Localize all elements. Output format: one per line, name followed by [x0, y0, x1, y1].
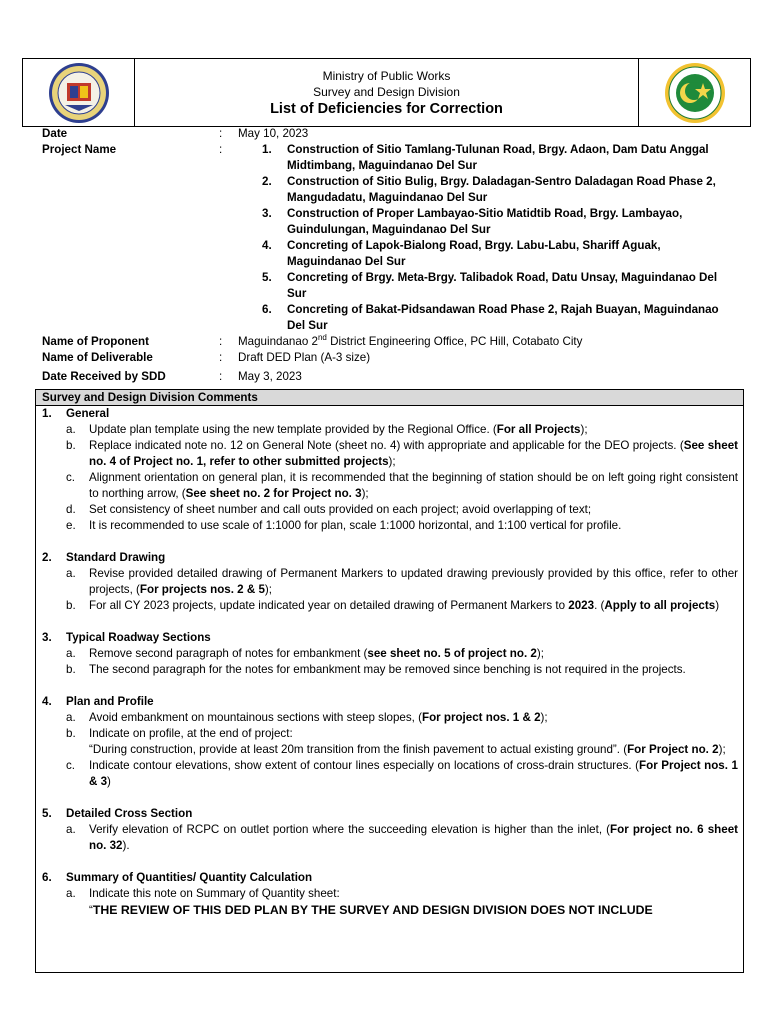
section-heading: 2. Standard Drawing: [42, 551, 166, 564]
deliverable-label: Name of Deliverable: [42, 351, 153, 364]
comment-item: a. Verify elevation of RCPC on outlet portion where the succeeding elevation is higher than the inlet, (For project no. 6 sheet no. 32).: [66, 823, 738, 852]
comments-title: Survey and Design Division Comments: [36, 390, 743, 406]
proponent-label: Name of Proponent: [42, 335, 149, 348]
document-title: List of Deficiencies for Correction: [270, 101, 503, 117]
section-heading: 6. Summary of Quantities/ Quantity Calculation: [42, 871, 313, 884]
section-items: [42, 710, 743, 790]
section-heading: 5. Detailed Cross Section: [42, 807, 193, 820]
region-seal-icon: [663, 61, 727, 125]
comment-item: a. Revise provided detailed drawing of Permanent Markers to updated drawing previously provided by this office, refer to other projects, (For projects nos. 2 & 5);: [66, 567, 738, 596]
section-items: [42, 422, 743, 534]
section-plan-profile: [42, 694, 743, 806]
comments-box: [35, 389, 744, 973]
received-row: [42, 369, 742, 385]
section-heading: 1. General: [42, 407, 110, 420]
comment-item: a. Indicate this note on Summary of Quantity sheet: “THE REVIEW OF THIS DED PLAN BY THE SURVEY AND DESIGN DIVISION DOES NOT INCLUDE: [66, 887, 653, 917]
section-summary-quantities: [42, 870, 743, 919]
project-item: 6. Concreting of Bakat-Pidsandawan Road Phase 2, Rajah Buayan, Maguindanao Del Sur: [262, 303, 719, 332]
received-label: Date Received by SDD: [42, 370, 166, 383]
comment-item: b. Indicate on profile, at the end of project: “During construction, provide at least 20m transition from the finish pavement to actual existing ground”. (For Project no. 2);: [66, 727, 726, 756]
right-logo-cell: [638, 59, 750, 126]
comment-item: a. Avoid embankment on mountainous sections with steep slopes, (For project nos. 1 & 2);: [66, 711, 548, 724]
division-name: Survey and Design Division: [313, 85, 460, 99]
section-typical-roadway: [42, 630, 743, 694]
project-list: [262, 142, 742, 334]
project-item: 5. Concreting of Brgy. Meta-Brgy. Talibadok Road, Datu Unsay, Maguindanao Del Sur: [262, 271, 718, 300]
section-heading: 3. Typical Roadway Sections: [42, 631, 211, 644]
section-standard-drawing: [42, 550, 743, 630]
proponent-row: [42, 334, 742, 350]
project-item: 1. Construction of Sitio Tamlang-Tulunan Road, Brgy. Adaon, Dam Datu Anggal Midtimbang, Maguindanao Del Sur: [262, 143, 709, 172]
deliverable-value: Draft DED Plan (A-3 size): [238, 351, 371, 364]
comment-item: a. Remove second paragraph of notes for embankment (see sheet no. 5 of project no. 2);: [66, 647, 544, 660]
section-items: [42, 566, 743, 614]
comment-item: e. It is recommended to use scale of 1:1000 for plan, scale 1:1000 horizontal, and 1:100 vertical for profile.: [66, 519, 622, 532]
comment-item: c. Indicate contour elevations, show extent of contour lines especially on locations of cross-drain structures. (For Project nos. 1 & 3): [66, 759, 738, 788]
colon: :: [219, 127, 223, 140]
info-block: [42, 126, 742, 385]
section-items: [42, 646, 743, 678]
proponent-value: Maguindanao 2nd District Engineering Office, PC Hill, Cotabato City: [238, 333, 583, 348]
date-row: [42, 126, 742, 142]
section-general: [42, 406, 743, 550]
left-logo-cell: [23, 59, 135, 126]
project-label: Project Name: [42, 143, 117, 156]
comment-item: c. Alignment orientation on general plan, it is recommended that the beginning of station should be on left going right consistent to northing arrow, (See sheet no. 2 for Project no. 3);: [66, 471, 738, 500]
deliverable-row: [42, 350, 742, 366]
ministry-name: Ministry of Public Works: [322, 69, 451, 83]
date-value: May 10, 2023: [238, 127, 309, 140]
date-label: Date: [42, 127, 68, 140]
project-row: [42, 142, 742, 334]
document-header: [22, 58, 751, 127]
comment-item: a. Update plan template using the new template provided by the Regional Office. (For all Projects);: [66, 423, 588, 436]
comment-item: d. Set consistency of sheet number and call outs provided on each project; avoid overlapping of text;: [66, 503, 592, 516]
ministry-seal-icon: [45, 61, 113, 125]
section-items: [42, 822, 743, 854]
comment-item: b. Replace indicated note no. 12 on General Note (sheet no. 4) with appropriate and applicable for the DEO projects. (See sheet no. 4 of Project no. 1, refer to other submitted projects);: [66, 439, 738, 468]
received-value: May 3, 2023: [238, 370, 302, 383]
comment-item: b. For all CY 2023 projects, update indicated year on detailed drawing of Permanent Markers to 2023. (Apply to all projects): [66, 599, 720, 612]
colon: :: [219, 370, 223, 383]
project-item: 4. Concreting of Lapok-Bialong Road, Brgy. Labu-Labu, Shariff Aguak, Maguindanao Del Sur: [262, 239, 661, 268]
section-heading: 4. Plan and Profile: [42, 695, 154, 708]
colon: :: [219, 335, 223, 348]
project-item: 2. Construction of Sitio Bulig, Brgy. Daladagan-Sentro Daladagan Road Phase 2, Mangudadatu, Maguindanao Del Sur: [262, 175, 716, 204]
colon: :: [219, 351, 223, 364]
section-items: [42, 886, 743, 919]
section-detailed-cross-section: [42, 806, 743, 870]
comment-item: b. The second paragraph for the notes for embankment may be removed since benching is not required in the projects.: [66, 663, 686, 676]
colon: :: [219, 143, 223, 156]
header-title-block: [135, 59, 638, 126]
project-item: 3. Construction of Proper Lambayao-Sitio Matidtib Road, Brgy. Lambayao, Guindulungan, Maguindanao Del Sur: [262, 207, 683, 236]
